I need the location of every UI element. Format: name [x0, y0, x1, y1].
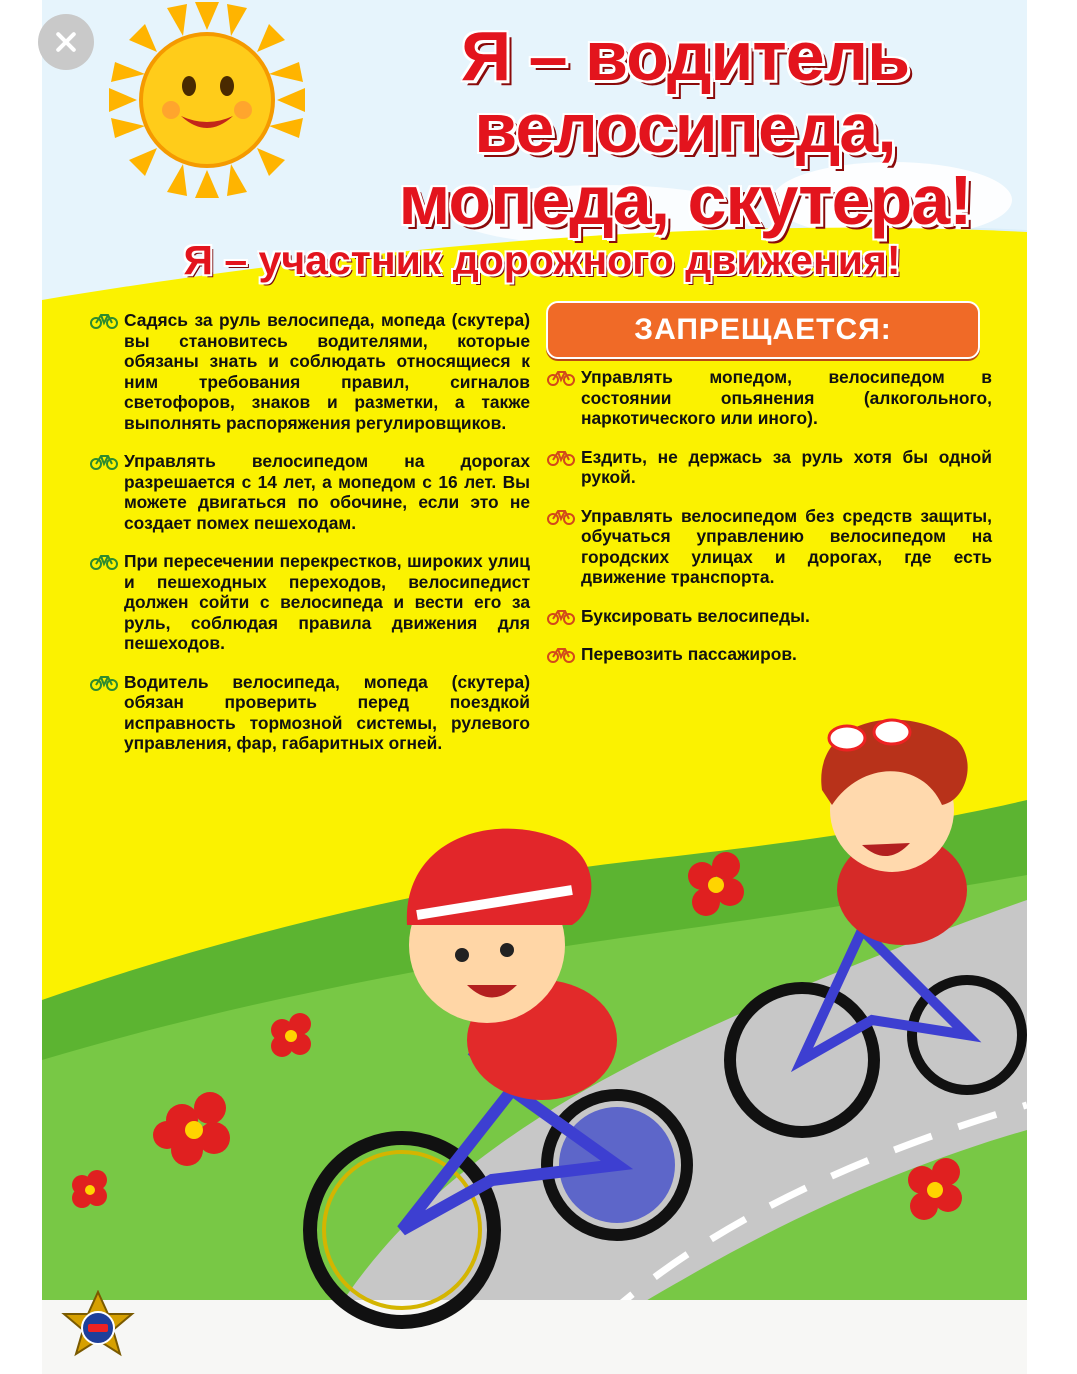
forbidden-text: Перевозить пассажиров. — [581, 644, 797, 664]
safety-poster — [42, 0, 1027, 1374]
rule-text: При пересечении перекрестков, широких улиц и пешеходных переходов, велосипедист должен сойти с велосипеда и вести его за руль, соблюдая правила движения для пешеходов. — [124, 551, 530, 653]
bicycle-icon — [90, 311, 118, 329]
poster-subtitle: Я – участник дорожного движения! — [183, 237, 901, 283]
forbidden-text: Управлять мопедом, велосипедом в состоянии опьянения (алкогольного, наркотического или иного). — [581, 367, 992, 428]
forbidden-text: Ездить, не держась за руль хотя бы одной рукой. — [581, 446, 992, 487]
forbidden-header: ЗАПРЕЩАЕТСЯ: — [546, 301, 980, 359]
rules-column-left — [90, 310, 530, 772]
title-line-1: Я – водитель — [460, 17, 910, 95]
forbidden-item — [547, 447, 992, 488]
rule-item — [90, 310, 530, 433]
rule-text: Садясь за руль велосипеда, мопеда (скутера) вы становитесь водителями, которые обязаны знать и соблюдать относящиеся к ним требования правил, сигналов светофоров, знаков и разметки, а также выполнять распоряжения регулировщиков. — [124, 310, 530, 433]
rule-text: Водитель велосипеда, мопеда (скутера) обязан проверить перед поездкой исправность тормозной системы, рулевого управления, фар, габаритных огней. — [124, 671, 530, 753]
bicycle-icon — [547, 448, 575, 466]
close-button[interactable] — [38, 14, 94, 70]
forbidden-item — [547, 606, 992, 627]
rules-column-forbidden — [547, 367, 992, 683]
bicycle-icon — [547, 645, 575, 663]
bicycle-icon — [547, 507, 575, 525]
rule-text: Управлять велосипедом на дорогах разрешается с 14 лет, а мопедом с 16 лет. Вы можете двигаться по обочине, если это не создает помех пешеходам. — [124, 451, 530, 533]
forbidden-item — [547, 506, 992, 588]
rule-item — [90, 451, 530, 533]
forbidden-text: Буксировать велосипеды. — [581, 605, 810, 626]
rule-item — [90, 672, 530, 754]
traffic-police-emblem-icon — [56, 1290, 140, 1368]
forbidden-text: Управлять велосипедом без средств защиты, обучаться управлению велосипедом на городских улицах и дорогах, где есть движение транспорта. — [581, 505, 992, 587]
bicycle-icon — [90, 452, 118, 470]
bicycle-icon — [547, 368, 575, 386]
poster-title — [355, 17, 1015, 239]
bicycle-icon — [90, 673, 118, 691]
title-line-3: мопеда, скутера! — [398, 161, 972, 239]
title-line-2: велосипеда, — [474, 89, 896, 167]
forbidden-item — [547, 644, 992, 665]
rule-item — [90, 551, 530, 654]
bicycle-icon — [90, 552, 118, 570]
bicycle-icon — [547, 607, 575, 625]
forbidden-item — [547, 367, 992, 429]
